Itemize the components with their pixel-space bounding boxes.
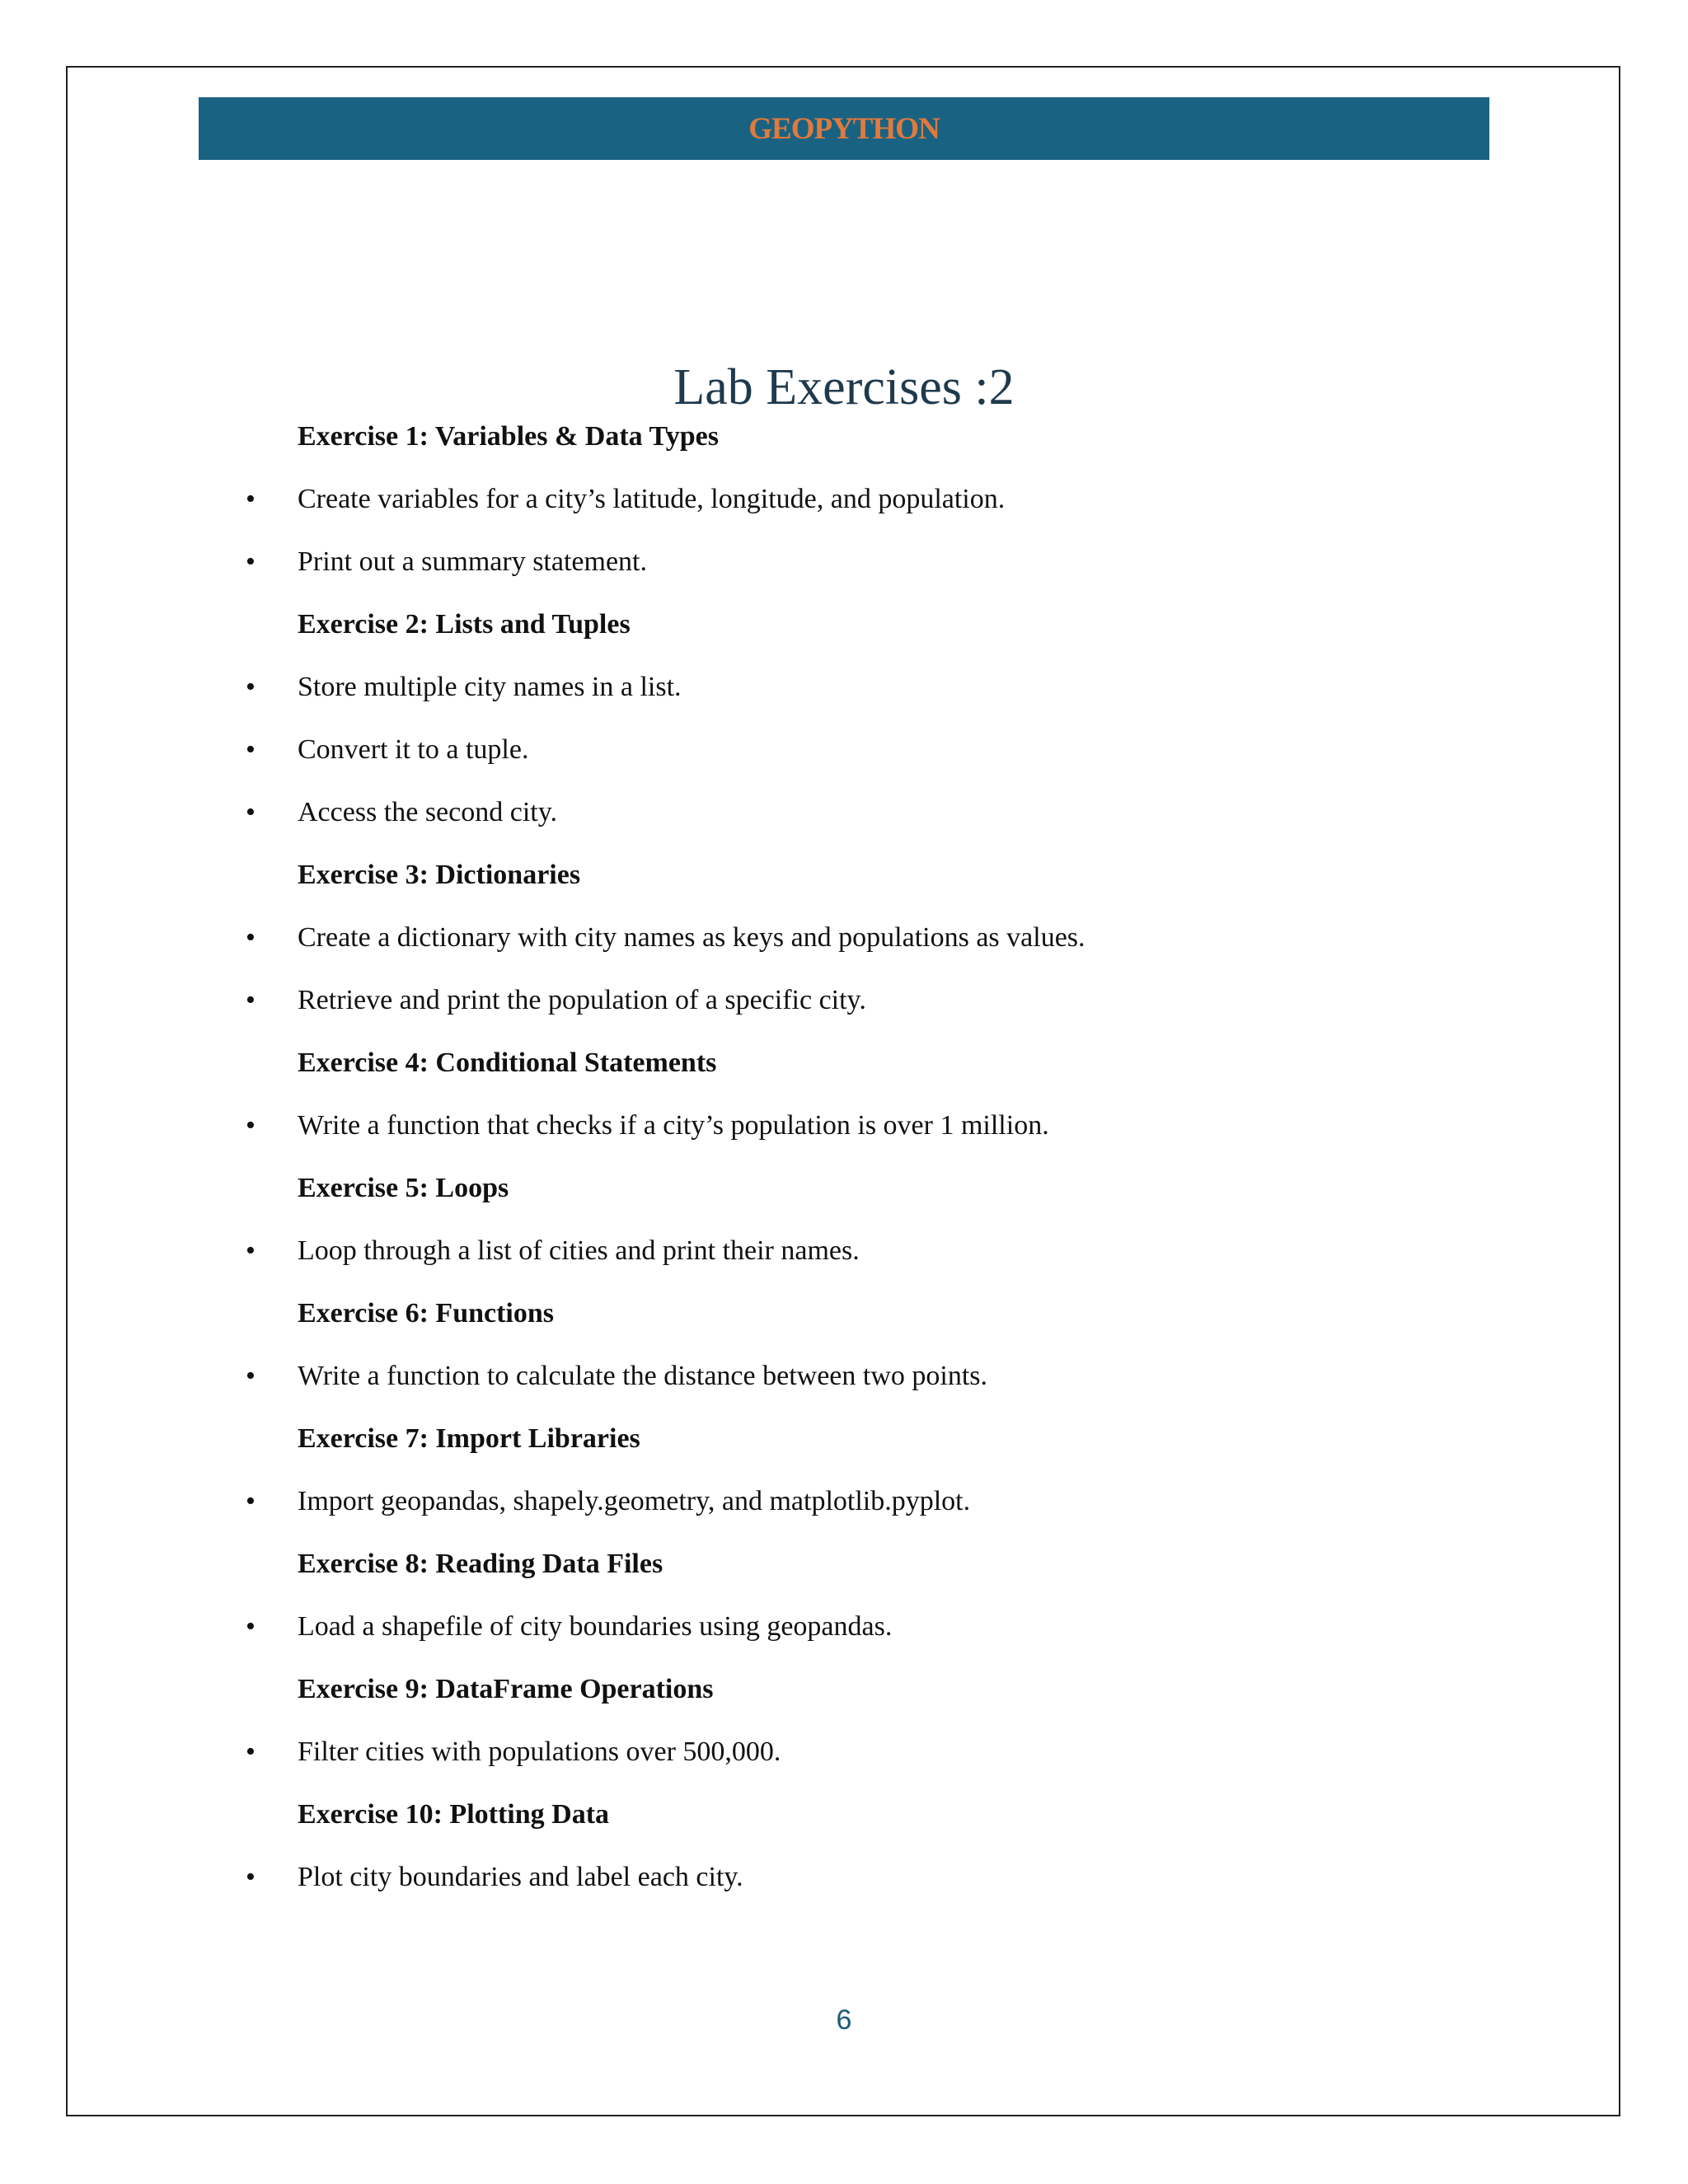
list-item-text: Load a shapefile of city boundaries using geopandas.: [298, 1611, 893, 1642]
list-item-text: Retrieve and print the population of a specific city.: [298, 985, 866, 1015]
exercise-heading: Exercise 8: Reading Data Files: [298, 1549, 663, 1579]
list-item-text: Write a function to calculate the distance between two points.: [298, 1361, 988, 1391]
bullet-icon: •: [246, 734, 256, 765]
bullet-icon: •: [246, 1235, 256, 1266]
list-item: [0, 1220, 1688, 1282]
bullet-icon: •: [246, 1736, 256, 1767]
exercise-heading: Exercise 10: Plotting Data: [298, 1799, 610, 1830]
list-item: [0, 1721, 1688, 1783]
list-item: [0, 781, 1688, 844]
list-item: [0, 907, 1688, 969]
bullet-icon: •: [246, 1611, 256, 1642]
exercise-heading: Exercise 6: Functions: [298, 1298, 555, 1329]
list-item: [0, 969, 1688, 1032]
list-item-text: Import geopandas, shapely.geometry, and matplotlib.pyplot.: [298, 1486, 971, 1516]
header-bar: [199, 97, 1489, 160]
list-item: [0, 1470, 1688, 1533]
list-item-text: Store multiple city names in a list.: [298, 672, 682, 702]
header-title: GEOPYTHON: [748, 111, 940, 146]
list-item: [0, 1345, 1688, 1408]
list-item-text: Access the second city.: [298, 797, 558, 827]
list-item-text: Plot city boundaries and label each city.: [298, 1862, 743, 1892]
list-item: [0, 719, 1688, 781]
bullet-icon: •: [246, 1486, 256, 1516]
list-item-text: Print out a summary statement.: [298, 546, 647, 577]
bullet-icon: •: [246, 484, 256, 514]
exercise-heading: Exercise 3: Dictionaries: [298, 860, 581, 890]
bullet-icon: •: [246, 546, 256, 577]
bullet-icon: •: [246, 672, 256, 702]
bullet-icon: •: [246, 922, 256, 953]
bullet-icon: •: [246, 797, 256, 827]
page-title: Lab Exercises :2: [673, 359, 1015, 415]
list-item-text: Write a function that checks if a city’s population is over 1 million.: [298, 1110, 1049, 1141]
list-item: [0, 1846, 1688, 1909]
list-item: [0, 531, 1688, 593]
bullet-icon: •: [246, 1862, 256, 1892]
list-item: [0, 656, 1688, 719]
list-item: [0, 1596, 1688, 1658]
bullet-icon: •: [246, 1110, 256, 1141]
list-item-text: Filter cities with populations over 500,000.: [298, 1736, 781, 1767]
exercise-heading: Exercise 9: DataFrame Operations: [298, 1674, 714, 1704]
exercise-heading: Exercise 5: Loops: [298, 1173, 509, 1203]
exercise-heading: Exercise 1: Variables & Data Types: [298, 421, 719, 452]
bullet-icon: •: [246, 985, 256, 1015]
exercise-list: [0, 405, 1688, 1909]
list-item-text: Create variables for a city’s latitude, longitude, and population.: [298, 484, 1006, 514]
list-item-text: Loop through a list of cities and print their names.: [298, 1235, 860, 1266]
list-item-text: Convert it to a tuple.: [298, 734, 529, 765]
list-item-text: Create a dictionary with city names as keys and populations as values.: [298, 922, 1085, 953]
exercise-heading: Exercise 7: Import Libraries: [298, 1423, 640, 1454]
list-item: [0, 468, 1688, 531]
exercise-heading: Exercise 4: Conditional Statements: [298, 1047, 717, 1078]
bullet-icon: •: [246, 1361, 256, 1391]
exercise-heading: Exercise 2: Lists and Tuples: [298, 609, 631, 640]
list-item: [0, 1094, 1688, 1157]
page-number: 6: [836, 2004, 852, 2036]
